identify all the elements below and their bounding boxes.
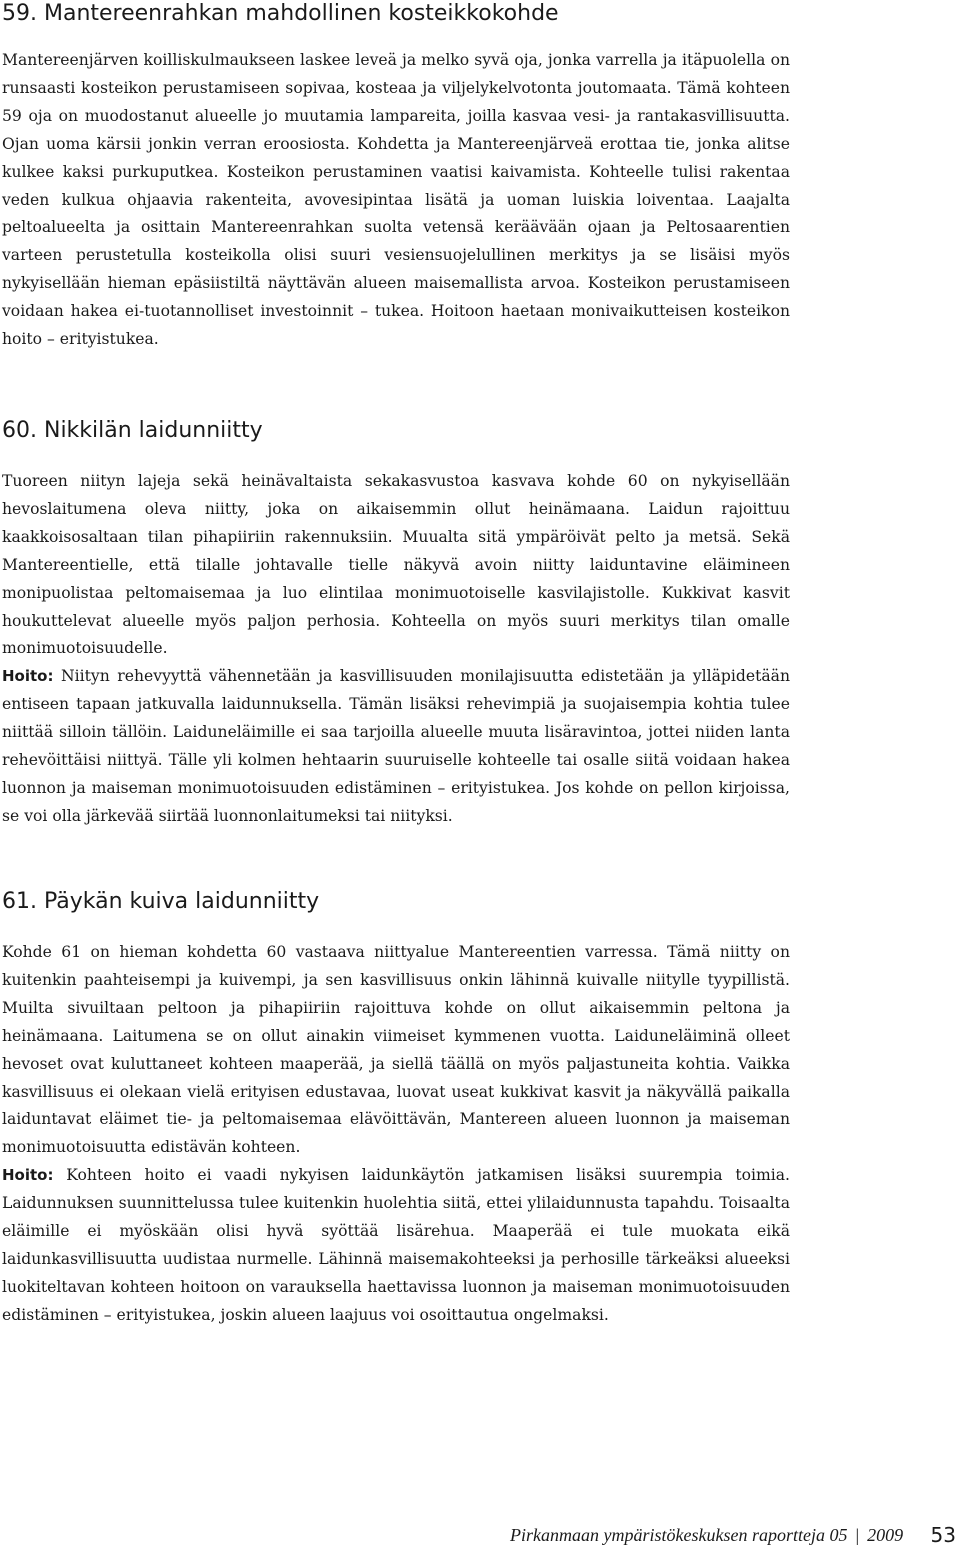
page-number: 53 (930, 1523, 956, 1547)
paragraph-text: Kohteen hoito ei vaadi nykyisen laidunkäytön jatkamisen lisäksi suurempia toimia. Laidunnuksen suunnittelussa tulee kuitenkin huolehtia siitä, ettei ylilaidunnusta tapahdu. Toisaalta eläimille ei myöskään olisi hyvä syöttää lisärehua. Maaperää ei tule muokata eikä laidunkasvillisuutta uudistaa nurmelle. Lähinnä maisemakohteeksi ja perhosille tärkeäksi alueeksi luokiteltavan kohteen hoitoon on varauksella haettavissa luonnon ja maiseman monimuotoisuuden edistäminen – erityistukea, joskin alueen laajuus voi osoittautua ongelmaksi. (2, 1166, 790, 1324)
section-60 (2, 417, 790, 831)
footer-separator: | (855, 1525, 860, 1545)
paragraph-text: Mantereenjärven koilliskulmaukseen laskee leveä ja melko syvä oja, jonka varrella ja itäpuolella on runsaasti kosteikon perustamiseen sopivaa, kosteaa ja viljelykelvotonta joutomaata. Tämä kohteen 59 oja on muodostanut alueelle jo muutamia lampareita, joilla kasvaa vesi- ja rantakasvillisuutta. Ojan uoma kärsii jonkin verran eroosiosta. Kohdetta ja Mantereenjärveä erottaa tie, jonka alitse kulkee kaksi purkuputkea. Kosteikon perustaminen vaatisi kaivamista. Kohteelle tulisi rakentaa veden kulkua ohjaavia rakenteita, avovesipintaa lisätä ja uoman luiskia loiventaa. Laajalta peltoalueelta ja osittain Mantereenrahkan suolta vetensä keräävään ojaan ja Peltosaarentien varteen perustetulla kosteikolla olisi suuri vesiensuojelullinen merkitys ja se lisäisi myös nykyisellään hieman epäsiistiltä näyttävän alueen maisemallista arvoa. Kosteikon perustamiseen voidaan hakea ei-tuotannolliset investoinnit – tukea. Hoitoon haetaan monivaikutteisen kosteikon hoito – erityistukea. (2, 51, 790, 349)
section-paragraph (2, 468, 790, 663)
care-label: Hoito: (2, 667, 54, 686)
care-label: Hoito: (2, 1166, 54, 1185)
publication-title: Pirkanmaan ympäristökeskuksen raportteja 05 (510, 1525, 848, 1545)
care-paragraph (2, 663, 790, 830)
section-paragraph (2, 47, 790, 354)
paragraph-text: Kohde 61 on hieman kohdetta 60 vastaava niittyalue Mantereentien varressa. Tämä niitty on kuitenkin paahteisempi ja kuivempi, ja sen kasvillisuus onkin lähinnä kuivalle niitylle tyypillistä. Muilta sivuiltaan peltoon ja pihapiiriin rajoittuva kohde on ollut aikaisemmin peltona ja heinämaana. Laitumena se on ollut ainakin viimeiset kymmenen vuotta. Laiduneläiminä olleet hevoset ovat kuluttaneet kohteen maaperää, ja siellä täällä on myös paljastuneita kohtia. Vaikka kasvillisuus ei olekaan vielä erityisen edustavaa, luovat useat kukkivat kasvit ja näkyvällä paikalla laiduntavat eläimet tie- ja peltomaisemaa elävöittävän, Mantereen alueen luonnon ja maiseman monimuotoisuutta edistävän kohteen. (2, 943, 790, 1157)
publication-year: 2009 (867, 1525, 904, 1545)
section-59 (2, 0, 790, 354)
section-heading: 59. Mantereenrahkan mahdollinen kosteikkokohde (2, 1, 559, 26)
paragraph-text: Tuoreen niityn lajeja sekä heinävaltaista sekakasvustoa kasvava kohde 60 on nykyisellään hevoslaitumena oleva niitty, joka on aikaisemmin ollut heinämaana. Laidun rajoittuu kaakkoisosaltaan tilan pihapiiriin rakennuksiin. Muualta sitä ympäröivät pelto ja metsä. Sekä Mantereentielle, että tilalle johtavalle tielle näkyvä avoin niitty laiduntavine eläimineen monipuolistaa peltomaisemaa ja luo elintilaa monimuotoiselle kasvilajistolle. Kukkivat kasvit houkuttelevat alueelle myös paljon perhosia. Kohteella on myös suuri merkitys tilan omalle monimuotoisuudelle. (2, 472, 790, 658)
section-paragraph (2, 939, 790, 1162)
paragraph-text: Niityn rehevyyttä vähennetään ja kasvillisuuden monilajisuutta edistetään ja ylläpidetään entiseen tapaan jatkuvalla laidunnuksella. Tämän lisäksi rehevimpiä ja suojaisempia kohtia tulee niittää silloin tällöin. Laiduneläimille ei saa tarjoilla alueelle muuta lisäravintoa, jottei niiden lanta rehevöittäisi niittyä. Tälle yli kolmen hehtaarin suuruiselle kohteelle tai osalle siitä voidaan hakea luonnon ja maiseman monimuotoisuuden edistäminen – erityistukea. Jos kohde on pellon kirjoissa, se voi olla järkevää siirtää luonnonlaitumeksi tai niityksi. (2, 667, 790, 825)
section-61 (2, 888, 790, 1330)
page-footer (510, 1525, 956, 1551)
section-heading: 60. Nikkilän laidunniitty (2, 418, 263, 443)
care-paragraph (2, 1162, 790, 1329)
section-heading: 61. Päykän kuiva laidunniitty (2, 889, 320, 914)
